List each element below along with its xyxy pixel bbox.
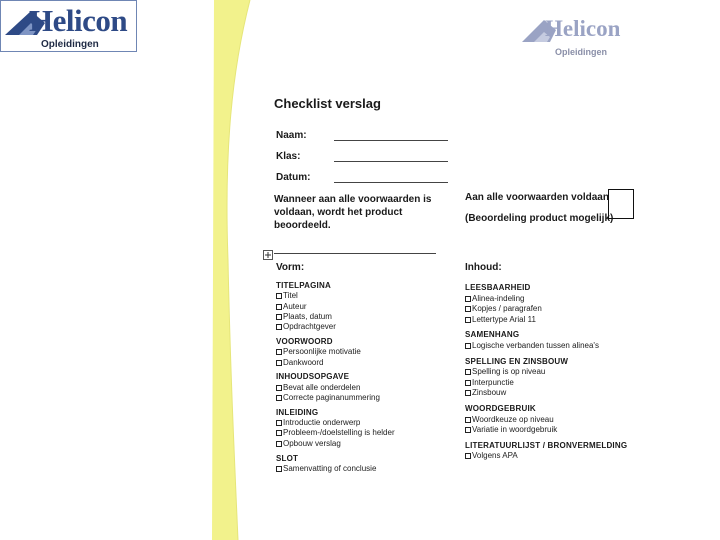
condition-line: Wanneer aan alle voorwaarden is [274, 194, 432, 205]
section-title: SPELLING EN ZINSBOUW [465, 356, 569, 366]
checklist-item [465, 378, 514, 387]
checkbox[interactable] [465, 369, 471, 375]
checklist-document [212, 75, 640, 515]
checklist-item [465, 315, 536, 324]
divider-line [274, 253, 436, 254]
checklist-item [276, 428, 395, 437]
checklist-item-label: Zinsbouw [472, 388, 507, 398]
checkbox[interactable] [276, 395, 282, 401]
section-title: TITELPAGINA [276, 281, 331, 290]
checkbox[interactable] [276, 293, 282, 299]
checkbox[interactable] [465, 417, 471, 423]
logo-subtitle: Opleidingen [555, 47, 608, 57]
checkbox[interactable] [276, 314, 282, 320]
checklist-item-label: Woordkeuze op niveau [472, 414, 554, 424]
checklist-item [276, 464, 376, 473]
logo-subtitle: Opleidingen [41, 39, 99, 50]
checkbox[interactable] [465, 317, 471, 323]
checklist-item [465, 388, 506, 397]
checkbox[interactable] [465, 296, 471, 302]
checklist-item-label: Introductie onderwerp [283, 418, 361, 428]
field-label-datum: Datum: [276, 172, 311, 183]
logo-wordmark: Helicon [29, 3, 128, 38]
checklist-item [276, 347, 361, 356]
checklist-item-label: Samenvatting of conclusie [283, 463, 377, 473]
checklist-item [465, 367, 545, 376]
field-line-naam [334, 140, 448, 141]
checklist-item [465, 425, 557, 434]
checklist-item-label: Persoonlijke motivatie [283, 347, 361, 357]
right-condition-line: Aan alle voorwaarden voldaan [465, 192, 609, 203]
checklist-item [465, 415, 554, 424]
checklist-item [276, 418, 360, 427]
section-title: INHOUDSOPGAVE [276, 372, 350, 382]
field-label-naam: Naam: [276, 130, 307, 141]
checklist-item [465, 294, 524, 303]
checkbox[interactable] [276, 385, 282, 391]
field-label-klas: Klas: [276, 151, 301, 162]
checklist-item [276, 322, 336, 331]
checklist-item-label: Bevat alle onderdelen [283, 382, 361, 392]
right-condition-line: (Beoordeling product mogelijk) [465, 213, 614, 224]
checkbox[interactable] [276, 441, 282, 447]
section-title: WOORDGEBRUIK [465, 404, 536, 413]
checklist-item-label: Alinea-indeling [472, 293, 525, 303]
helicon-logo-left [0, 0, 137, 52]
section-title: VOORWOORD [276, 337, 333, 346]
checklist-item-label: Spelling is op niveau [472, 367, 546, 377]
checklist-item-label: Correcte paginanummering [283, 393, 380, 402]
checklist-item-label: Dankwoord [283, 357, 324, 367]
checklist-item-label: Titel [283, 291, 298, 301]
checklist-item-label: Probleem-/doelstelling is helder [283, 428, 395, 438]
checkbox[interactable] [465, 427, 471, 433]
checklist-item-label: Kopjes / paragrafen [472, 304, 542, 314]
checklist-item-label: Opdrachtgever [283, 322, 336, 332]
approval-checkbox[interactable] [608, 189, 634, 219]
checklist-item [276, 302, 307, 311]
document-title: Checklist verslag [274, 96, 381, 111]
field-line-klas [334, 161, 448, 162]
helicon-logo-right [518, 10, 643, 62]
checkbox[interactable] [465, 380, 471, 386]
field-line-datum [334, 182, 448, 183]
checklist-item [276, 393, 380, 402]
checklist-item [276, 312, 332, 321]
checkbox[interactable] [276, 420, 282, 426]
condition-line: voldaan, wordt het product [274, 207, 403, 218]
checklist-item-label: Logische verbanden tussen alinea's [472, 341, 599, 350]
checklist-item-label: Volgens APA [472, 451, 518, 461]
checklist-item [276, 291, 298, 300]
checklist-item [276, 439, 341, 448]
checkbox[interactable] [465, 306, 471, 312]
checklist-item [276, 383, 360, 392]
checkbox[interactable] [465, 453, 471, 459]
condition-line: beoordeeld. [274, 220, 331, 231]
vorm-heading: Vorm: [276, 262, 305, 273]
checkbox[interactable] [276, 430, 282, 436]
inhoud-heading: Inhoud: [465, 262, 502, 273]
checklist-item [465, 341, 599, 350]
checklist-item-label: Lettertype Arial 11 [472, 314, 536, 324]
checklist-item [276, 358, 323, 367]
section-title: LEESBAARHEID [465, 283, 531, 292]
checklist-item-label: Variatie in woordgebruik [472, 425, 558, 435]
checklist-item [465, 451, 518, 460]
checklist-item-label: Opbouw verslag [283, 438, 341, 448]
checkbox[interactable] [465, 343, 471, 349]
checkbox[interactable] [276, 324, 282, 330]
section-title: LITERATUURLIJST / BRONVERMELDING [465, 440, 628, 450]
checklist-item [465, 304, 542, 313]
section-title: SLOT [276, 453, 299, 463]
checklist-item-label: Plaats, datum [283, 311, 332, 321]
plus-square-icon[interactable] [263, 250, 273, 260]
checklist-item-label: Interpunctie [472, 377, 514, 387]
logo-wordmark: Helicon [545, 16, 621, 41]
section-title: INLEIDING [276, 407, 319, 417]
section-title: SAMENHANG [465, 330, 520, 340]
checkbox[interactable] [276, 304, 282, 310]
checkbox[interactable] [276, 466, 282, 472]
checklist-item-label: Auteur [283, 301, 307, 311]
checkbox[interactable] [465, 390, 471, 396]
checkbox[interactable] [276, 360, 282, 366]
checkbox[interactable] [276, 349, 282, 355]
